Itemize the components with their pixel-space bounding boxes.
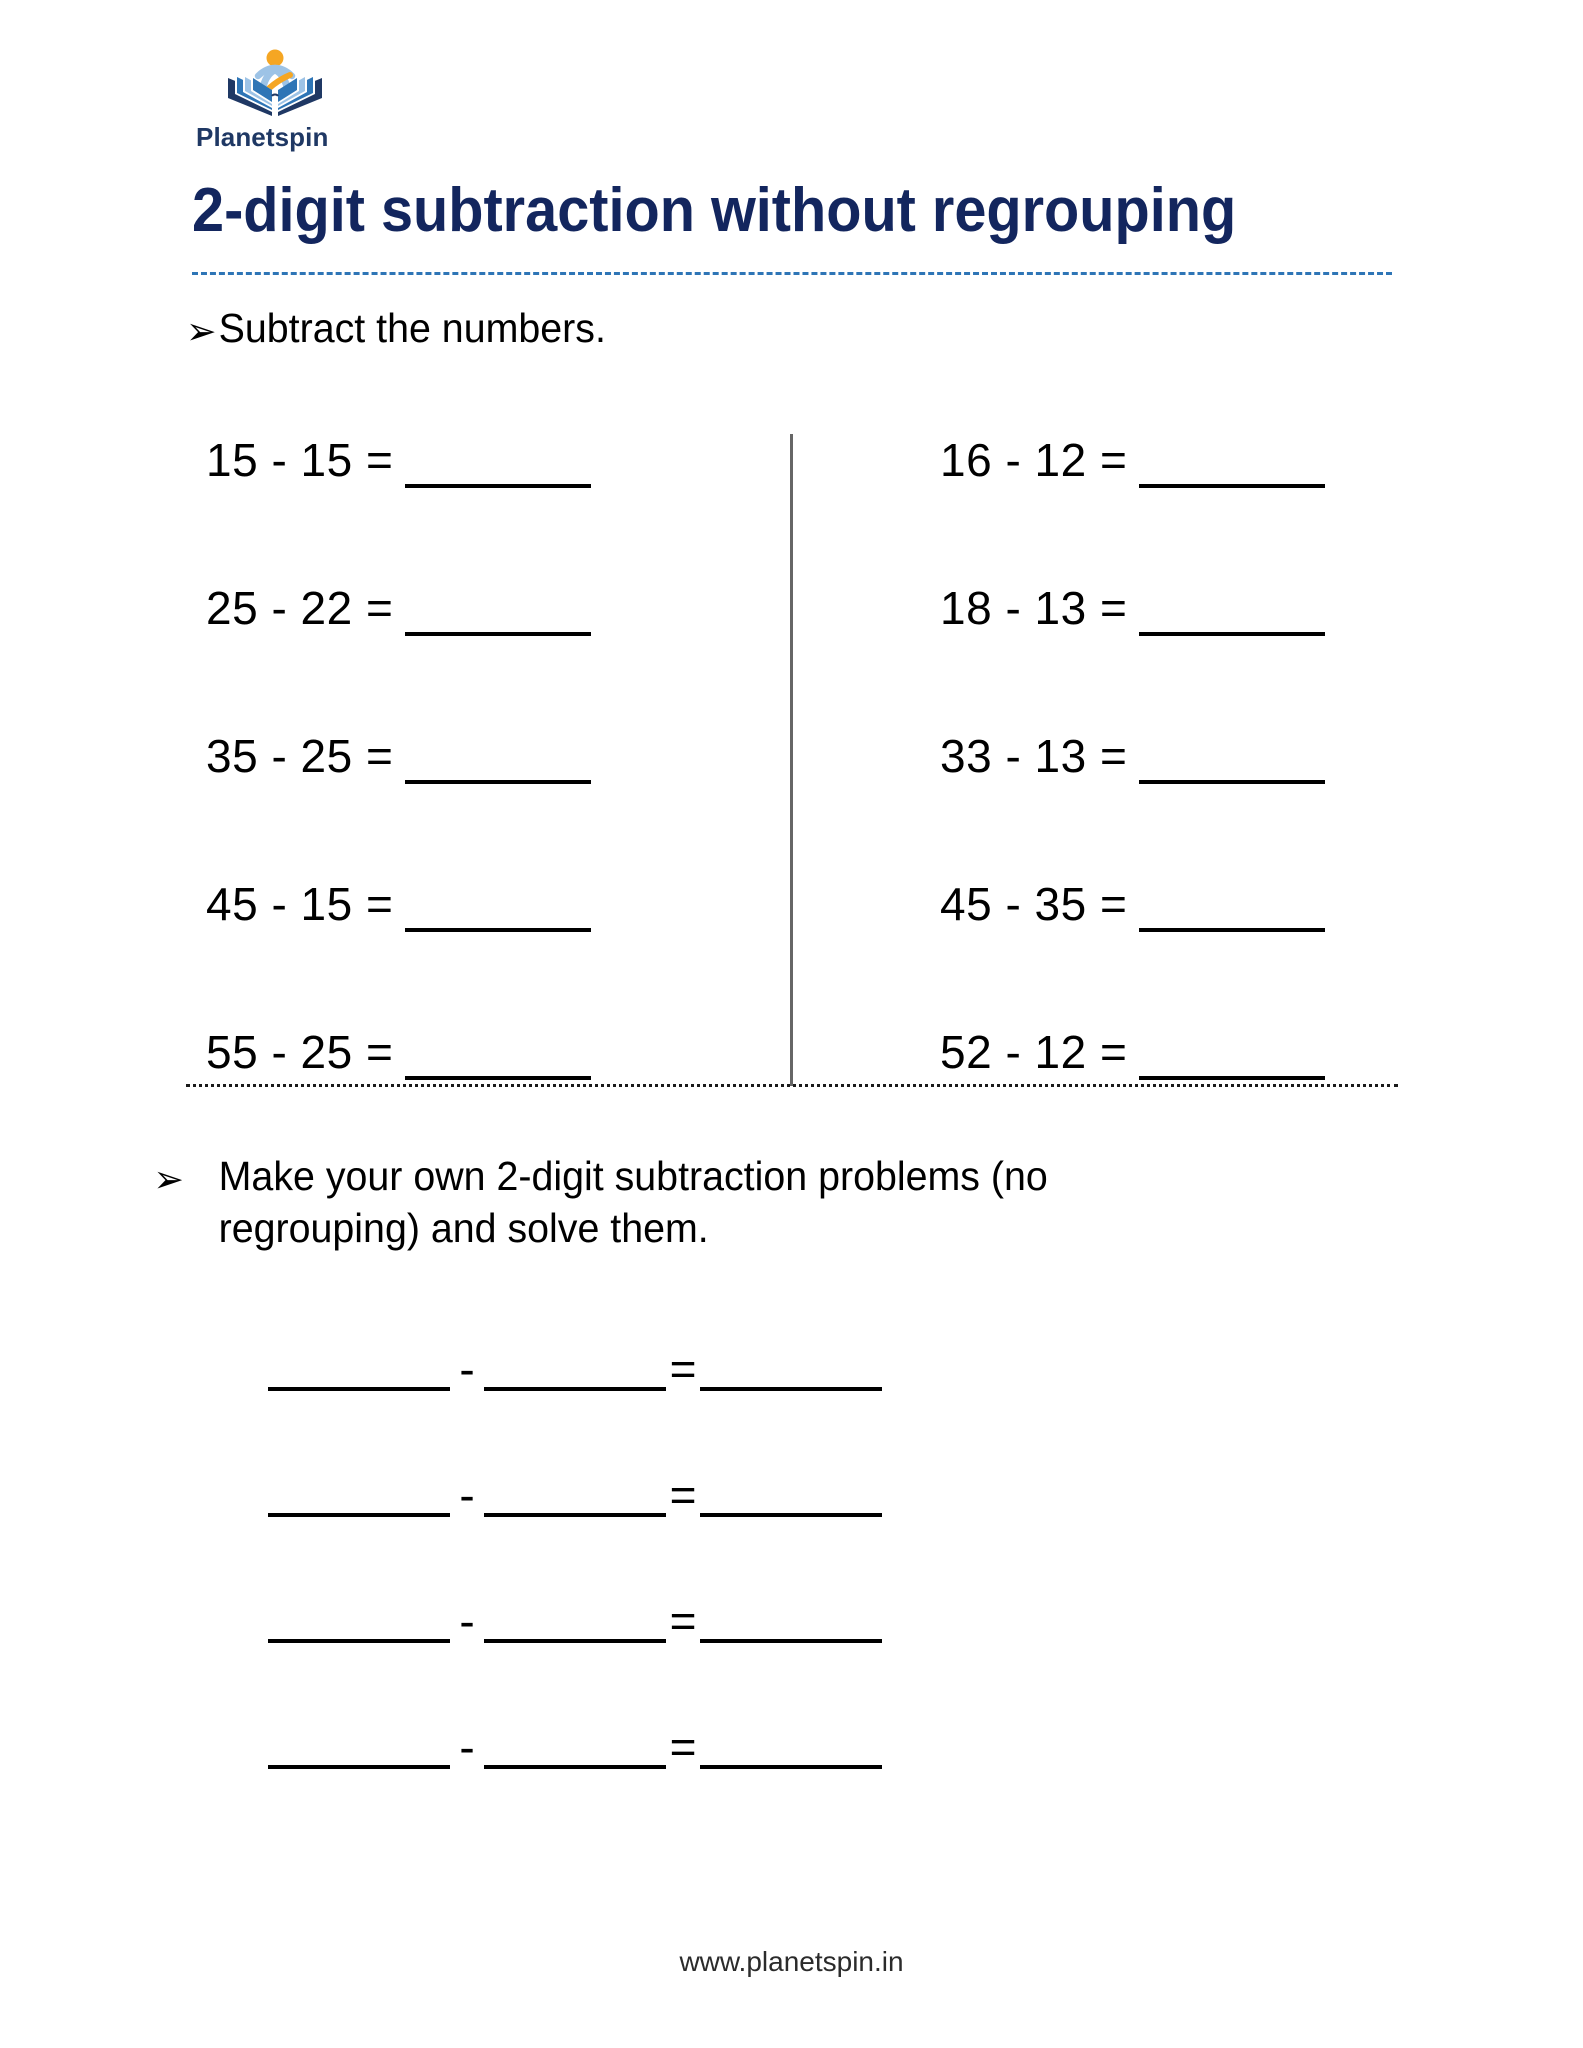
problem-expression: 33 - 13 = [940, 730, 1128, 782]
answer-blank[interactable] [405, 456, 591, 488]
title-underline-rule [192, 272, 1392, 275]
instruction-subtract [186, 302, 1050, 354]
problem-row [940, 430, 1325, 490]
operand2-blank[interactable] [484, 1361, 666, 1391]
problem-row [206, 578, 591, 638]
blank-problem-row [268, 1340, 882, 1394]
problem-expression: 16 - 12 = [940, 434, 1128, 486]
equals-operator: = [669, 1343, 697, 1395]
blank-problem-row [268, 1592, 882, 1646]
operand1-blank[interactable] [268, 1487, 450, 1517]
instruction-make-your-own [153, 1150, 1261, 1255]
arrow-bullet-icon: ➢ [186, 311, 217, 353]
answer-blank[interactable] [405, 604, 591, 636]
problem-column-left [196, 430, 716, 1090]
problem-row [940, 726, 1325, 786]
problem-row [940, 1022, 1325, 1082]
operand1-blank[interactable] [268, 1361, 450, 1391]
minus-operator: - [459, 1595, 475, 1647]
instruction-text: Subtract the numbers. [218, 305, 606, 351]
blank-problem-row [268, 1466, 882, 1520]
problem-expression: 45 - 15 = [206, 878, 394, 930]
operand1-blank[interactable] [268, 1739, 450, 1769]
problem-row [206, 1022, 591, 1082]
answer-blank[interactable] [1139, 604, 1325, 636]
answer-blank[interactable] [405, 752, 591, 784]
blank-problem-list [268, 1340, 948, 1773]
problem-expression: 25 - 22 = [206, 582, 394, 634]
problem-expression: 45 - 35 = [940, 878, 1128, 930]
column-divider [790, 434, 793, 1086]
answer-blank[interactable] [405, 900, 591, 932]
result-blank[interactable] [700, 1739, 882, 1769]
problem-expression: 52 - 12 = [940, 1026, 1128, 1078]
arrow-bullet-icon: ➢ [153, 1159, 184, 1201]
problem-expression: 55 - 25 = [206, 1026, 394, 1078]
operand1-blank[interactable] [268, 1613, 450, 1643]
result-blank[interactable] [700, 1487, 882, 1517]
brand-logo [196, 46, 386, 156]
problem-expression: 15 - 15 = [206, 434, 394, 486]
answer-blank[interactable] [405, 1048, 591, 1080]
operand2-blank[interactable] [484, 1487, 666, 1517]
problem-row [206, 874, 591, 934]
instruction-text: Make your own 2-digit subtraction problems (no regrouping) and solve them. [218, 1153, 1048, 1252]
blank-problem-row [268, 1718, 882, 1772]
minus-operator: - [459, 1469, 475, 1521]
result-blank[interactable] [700, 1361, 882, 1391]
answer-blank[interactable] [1139, 1048, 1325, 1080]
result-blank[interactable] [700, 1613, 882, 1643]
problem-row [206, 430, 591, 490]
minus-operator: - [459, 1343, 475, 1395]
equals-operator: = [669, 1469, 697, 1521]
equals-operator: = [669, 1595, 697, 1647]
operand2-blank[interactable] [484, 1739, 666, 1769]
footer-website: www.planetspin.in [679, 1946, 904, 1977]
problem-row [940, 874, 1325, 934]
open-book-with-person-icon [220, 46, 330, 120]
page-title: 2-digit subtraction without regrouping [192, 176, 1237, 245]
problem-row [206, 726, 591, 786]
answer-blank[interactable] [1139, 456, 1325, 488]
operand2-blank[interactable] [484, 1613, 666, 1643]
answer-blank[interactable] [1139, 900, 1325, 932]
section-divider [186, 1084, 1398, 1087]
answer-blank[interactable] [1139, 752, 1325, 784]
brand-wordmark: Planetspin [196, 122, 329, 152]
problem-expression: 18 - 13 = [940, 582, 1128, 634]
problem-expression: 35 - 25 = [206, 730, 394, 782]
problem-row [940, 578, 1325, 638]
problem-column-right [886, 430, 1406, 1090]
equals-operator: = [669, 1721, 697, 1773]
minus-operator: - [459, 1721, 475, 1773]
